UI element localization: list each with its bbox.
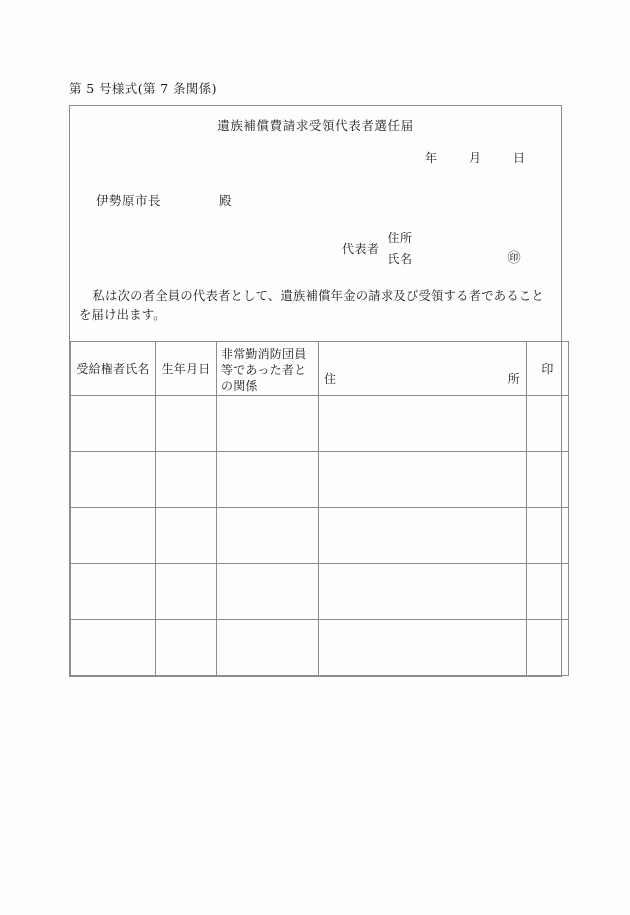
- table-row[interactable]: [71, 619, 569, 675]
- cell-birthdate[interactable]: [156, 619, 217, 675]
- cell-birthdate[interactable]: [156, 451, 217, 507]
- table-row[interactable]: [71, 395, 569, 451]
- column-header-address-inner: [319, 342, 526, 395]
- table-row[interactable]: [71, 563, 569, 619]
- cell-seal[interactable]: [527, 507, 569, 563]
- cell-name[interactable]: [71, 507, 156, 563]
- cell-birthdate[interactable]: [156, 507, 217, 563]
- column-header-address: [319, 342, 527, 396]
- cell-address[interactable]: [319, 619, 527, 675]
- cell-birthdate[interactable]: [156, 395, 217, 451]
- cell-seal[interactable]: [527, 563, 569, 619]
- table-header-row: [71, 342, 569, 396]
- cell-seal[interactable]: [527, 619, 569, 675]
- cell-relation[interactable]: [217, 619, 319, 675]
- cell-birthdate[interactable]: [156, 563, 217, 619]
- declaration-statement: 私は次の者全員の代表者として、遺族補償年金の請求及び受領する者であることを届け出ます。: [79, 289, 544, 323]
- addressee-recipient: 伊勢原市長: [96, 193, 162, 208]
- year-label: 年: [425, 151, 438, 165]
- day-label: 日: [513, 151, 526, 165]
- cell-seal[interactable]: [527, 395, 569, 451]
- cell-address[interactable]: [319, 395, 527, 451]
- cell-relation[interactable]: [217, 451, 319, 507]
- column-header-relation-text: 非常勤消防団員等であった者との関係: [221, 347, 307, 394]
- cell-relation[interactable]: [217, 395, 319, 451]
- cell-address[interactable]: [319, 563, 527, 619]
- column-header-name: 受給権者氏名: [71, 342, 156, 396]
- table-body: [71, 395, 569, 675]
- representative-block: [70, 227, 561, 269]
- table-row[interactable]: [71, 507, 569, 563]
- cell-seal[interactable]: [527, 451, 569, 507]
- month-label: 月: [469, 151, 482, 165]
- representative-group-label: 代表者: [342, 241, 380, 256]
- form-outer-box: [69, 105, 562, 677]
- seal-icon: ㊞: [507, 251, 522, 266]
- column-header-address-left: 住: [324, 371, 337, 386]
- form-number: 第 5 号様式(第 7 条関係): [69, 81, 217, 96]
- cell-relation[interactable]: [217, 563, 319, 619]
- column-header-birthdate: 生年月日: [156, 342, 217, 396]
- cell-address[interactable]: [319, 507, 527, 563]
- representative-address-row: [388, 227, 561, 248]
- cell-name[interactable]: [71, 619, 156, 675]
- cell-relation[interactable]: [217, 507, 319, 563]
- form-title: 遺族補償費請求受領代表者選任届: [217, 118, 414, 133]
- date-line: [70, 149, 561, 166]
- representative-fields: [388, 227, 561, 269]
- column-header-relation: [217, 342, 319, 396]
- addressee-honorific: 殿: [219, 193, 233, 208]
- column-header-address-right: 所: [507, 371, 520, 386]
- cell-name[interactable]: [71, 563, 156, 619]
- table-row[interactable]: [71, 451, 569, 507]
- cell-name[interactable]: [71, 395, 156, 451]
- representative-name-row: [388, 248, 561, 269]
- cell-name[interactable]: [71, 451, 156, 507]
- beneficiaries-table: [70, 341, 569, 676]
- column-header-seal: 印: [527, 342, 569, 396]
- representative-address-label: 住所: [387, 231, 413, 245]
- addressee-line: [70, 191, 561, 209]
- representative-name-label: 氏名: [387, 252, 413, 266]
- cell-address[interactable]: [319, 451, 527, 507]
